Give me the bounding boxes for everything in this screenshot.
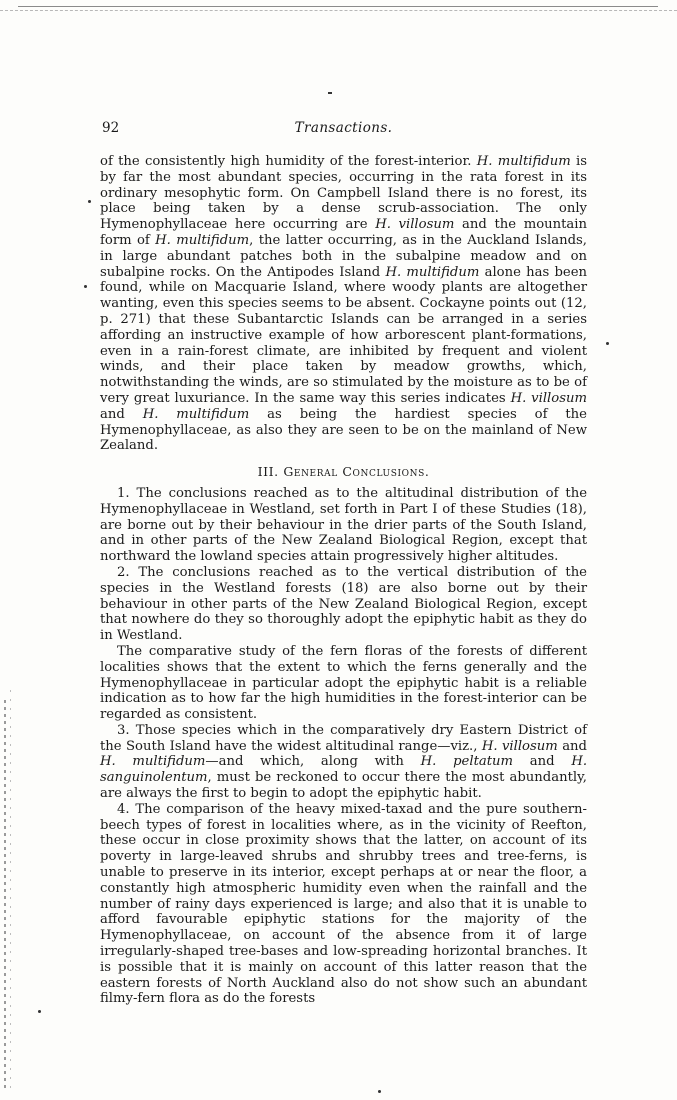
species-name: H. multifidum bbox=[142, 406, 250, 422]
species-name: H. multifidum bbox=[100, 754, 206, 770]
species-name: H. multifidum bbox=[476, 154, 571, 169]
margin-speck bbox=[88, 200, 91, 203]
species-name: H. villosum bbox=[481, 738, 558, 754]
species-name: H. multifidum bbox=[385, 264, 480, 280]
scan-top-dash bbox=[0, 10, 677, 11]
paragraph: 2. The conclusions reached as to the vertical distribution of the species in the Westland forests (18) are also borne out by their behaviour in other parts of the New Zealand Biological Region, except that nowhere do they so thoroughly adopt the epiphytic habit as they do in Westland. bbox=[100, 564, 587, 644]
species-name: H. villosum bbox=[510, 390, 587, 406]
paragraph: 4. The comparison of the heavy mixed-taxad and the pure southern-beech types of forest in localities where, as in the vicinity of Reefton, these occur in close proximity shows that the latter, on account of its poverty in large-leaved shrubs and shrubby trees and tree-ferns, is unable to preserve in its interior, except perhaps at or near the floor, a constantly high atmospheric humidity even when the rainfall and the number of rainy days experienced is large; and also that it is unable to afford favourable epiphytic stations for the majority of the Hymenophyllaceae, on account of the absence from it of large irregularly-shaped tree-bases and low-spreading horizontal branches. It is possible that it is mainly on account of this latter reason that the eastern forests of North Auckland also do not show such an abundant filmy-fern flora as do the forests bbox=[100, 801, 587, 1007]
species-name: H. sanguinolentum bbox=[100, 754, 588, 786]
scan-edge-mark bbox=[4, 700, 6, 1090]
margin-speck bbox=[606, 342, 609, 345]
section-heading: III. General Conclusions. bbox=[257, 464, 430, 480]
paragraph: 1. The conclusions reached as to the altitudinal distribution of the Hymenophyllaceae in Westland, set forth in Part I of these Studies (18), are borne out by their behaviour in the drier parts of the South Island, and in other parts of the New Zealand Biological Region, except that northward the lowland species attain progressively higher altitudes. bbox=[100, 485, 587, 565]
margin-speck bbox=[378, 1090, 381, 1093]
body-text bbox=[100, 154, 587, 1007]
paragraph: 3. Those species which in the comparatively dry Eastern District of the South Island have the widest altitudinal range—viz., H. villosum and H. multifidum—and which, along with H. peltatum and H. sanguinolentum, must be reckoned to occur there the most abundantly, are always the first to begin to adopt the epiphytic habit. bbox=[100, 722, 588, 802]
margin-speck bbox=[84, 285, 87, 288]
species-name: H. villosum bbox=[375, 217, 455, 233]
species-name: H. multifidum bbox=[155, 232, 250, 248]
margin-speck bbox=[328, 92, 332, 94]
page bbox=[100, 118, 587, 1007]
running-header bbox=[100, 118, 587, 142]
scan-edge-mark-2 bbox=[10, 690, 11, 1090]
species-name: H. peltatum bbox=[420, 754, 514, 770]
margin-speck bbox=[38, 1010, 41, 1013]
scan-top-rule bbox=[18, 6, 658, 7]
paragraph: of the consistently high humidity of the forest-interior. H. multifidum is by far the most abundant species, occurring in the rata forest in its ordinary mesophytic form. On Campbell Island there is no forest, its place being taken by a dense scrub-association. The only Hymenophyllaceae here occurring are H. villosum and the mountain form of H. multifidum, the latter occurring, as in the Auckland Islands, in large abundant patches both in the subalpine meadow and on subalpine rocks. On the Antipodes Island H. multifidum alone has been found, while on Macquarie Island, where woody plants are altogether wanting, even this species seems to be absent. Cockayne points out (12, p. 271) that these Subantarctic Islands can be arranged in a series affording an instructive example of how arborescent plant-formations, even in a rain-forest climate, are inhibited by frequent and violent winds, and their place taken by meadow growths, which, notwithstanding the winds, are so stimulated by the moisture as to be of very great luxuriance. In the same way this series indicates H. villosum and H. multifidum as being the hardiest species of the Hymenophyllaceae, as also they are seen to be on the mainland of New Zealand. bbox=[100, 154, 588, 454]
running-title: Transactions. bbox=[294, 120, 393, 136]
paragraph: The comparative study of the fern floras of the forests of different localities shows that the extent to which the ferns generally and the Hymenophyllaceae in particular adopt the epiphytic habit is a reliable indication as to how far the high humidities in the forest-interior can be regarded as consistent. bbox=[100, 643, 587, 723]
page-number: 92 bbox=[102, 120, 120, 136]
